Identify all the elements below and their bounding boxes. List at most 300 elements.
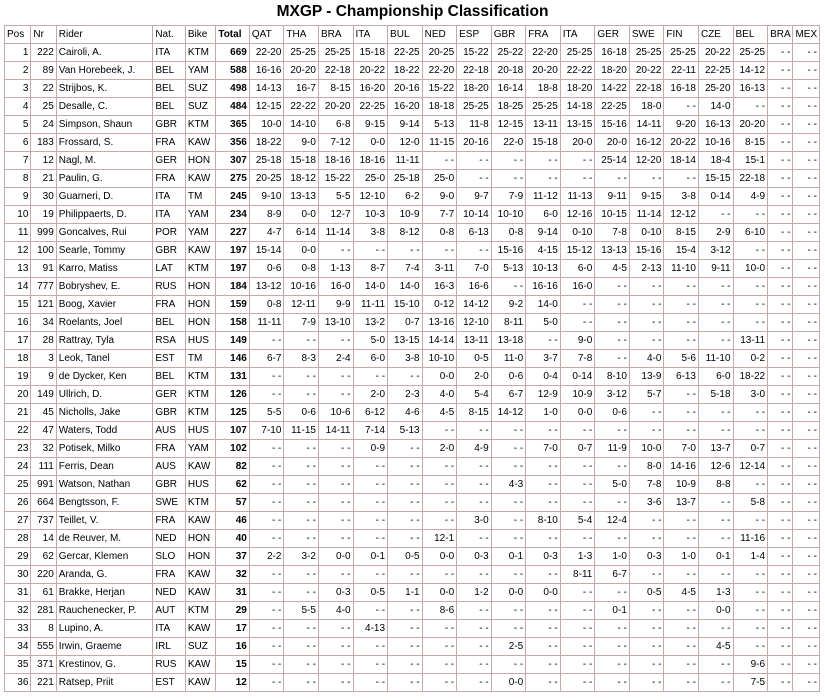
score-cell: 15-18 [353,44,388,62]
nat-cell: RUS [153,656,186,674]
pos-cell: 33 [5,620,31,638]
pos-cell: 30 [5,566,31,584]
score-cell: - - [491,566,526,584]
score-cell: - - [793,98,820,116]
score-cell: 22-25 [698,62,733,80]
score-cell: 8-12 [388,224,423,242]
score-cell: 18-20 [560,80,595,98]
score-cell: - - [457,674,492,692]
column-header: FIN [664,26,699,44]
bike-cell: TM [185,188,215,206]
column-header: GER [595,26,630,44]
score-cell: - - [629,566,664,584]
score-cell: - - [491,494,526,512]
score-cell: 25-14 [595,152,630,170]
nat-cell: FRA [153,512,186,530]
score-cell: - - [768,170,793,188]
score-cell: - - [733,602,768,620]
score-cell: 9-11 [698,260,733,278]
score-cell: - - [768,602,793,620]
score-cell: 14-0 [388,278,423,296]
score-cell: - - [284,476,319,494]
score-cell: - - [422,242,457,260]
score-cell: 25-20 [698,80,733,98]
score-cell: - - [457,620,492,638]
score-cell: - - [526,620,561,638]
score-cell: - - [698,278,733,296]
table-row [5,638,820,656]
column-header: CZE [698,26,733,44]
score-cell: - - [284,566,319,584]
table-row [5,278,820,296]
score-cell: 10-9 [560,386,595,404]
score-cell: 0-3 [526,548,561,566]
score-cell: 2-13 [629,260,664,278]
score-cell: - - [768,188,793,206]
score-cell: - - [388,530,423,548]
table-row [5,602,820,620]
total-cell: 234 [216,206,250,224]
score-cell: 12-11 [284,296,319,314]
score-cell: 15-15 [698,170,733,188]
score-cell: - - [388,566,423,584]
score-cell: - - [422,512,457,530]
rider-cell: Aranda, G. [56,566,153,584]
score-cell: - - [526,566,561,584]
score-cell: 25-25 [629,44,664,62]
score-cell: 3-8 [353,224,388,242]
score-cell: 12-10 [457,314,492,332]
rider-cell: Roelants, Joel [56,314,153,332]
score-cell: 22-25 [353,98,388,116]
score-cell: 10-16 [284,278,319,296]
score-cell: 9-20 [664,116,699,134]
score-cell: 5-4 [560,512,595,530]
column-header: QAT [249,26,284,44]
score-cell: 20-25 [249,170,284,188]
score-cell: 0-12 [422,296,457,314]
total-cell: 29 [216,602,250,620]
score-cell: - - [733,638,768,656]
bike-cell: HON [185,296,215,314]
score-cell: 4-5 [595,260,630,278]
score-cell: 18-4 [698,152,733,170]
bike-cell: KTM [185,260,215,278]
score-cell: 3-6 [629,494,664,512]
score-cell: - - [698,512,733,530]
nr-cell: 30 [31,188,56,206]
nr-cell: 34 [31,314,56,332]
score-cell: 0-0 [491,674,526,692]
nat-cell: RUS [153,278,186,296]
score-cell: 9-0 [560,332,595,350]
score-cell: - - [491,422,526,440]
score-cell: - - [733,566,768,584]
score-cell: 7-8 [595,224,630,242]
nat-cell: LAT [153,260,186,278]
pos-cell: 32 [5,602,31,620]
score-cell: - - [457,602,492,620]
score-cell: 13-18 [491,332,526,350]
score-cell: - - [595,638,630,656]
score-cell: 12-15 [491,116,526,134]
score-cell: - - [629,170,664,188]
score-cell: - - [793,152,820,170]
score-cell: - - [793,512,820,530]
score-cell: - - [284,386,319,404]
score-cell: - - [595,314,630,332]
score-cell: - - [733,278,768,296]
score-cell: - - [318,656,353,674]
score-cell: - - [793,80,820,98]
pos-cell: 35 [5,656,31,674]
score-cell: - - [249,674,284,692]
score-cell: - - [733,404,768,422]
nr-cell: 664 [31,494,56,512]
column-header: Pos [5,26,31,44]
score-cell: - - [793,458,820,476]
nat-cell: GBR [153,476,186,494]
rider-cell: Boog, Xavier [56,296,153,314]
score-cell: 9-15 [353,116,388,134]
score-cell: - - [284,512,319,530]
bike-cell: YAM [185,62,215,80]
score-cell: 6-13 [664,368,699,386]
score-cell: 11-10 [698,350,733,368]
score-cell: - - [768,152,793,170]
score-cell: 0-10 [629,224,664,242]
score-cell: - - [388,656,423,674]
score-cell: 8-11 [560,566,595,584]
score-cell: 8-10 [526,512,561,530]
score-cell: 0-0 [526,584,561,602]
score-cell: 0-0 [698,602,733,620]
pos-cell: 27 [5,512,31,530]
score-cell: 0-6 [249,260,284,278]
score-cell: - - [353,656,388,674]
score-cell: 14-12 [491,404,526,422]
score-cell: - - [595,296,630,314]
rider-cell: Cairoli, A. [56,44,153,62]
score-cell: 16-7 [284,80,319,98]
score-cell: - - [733,242,768,260]
score-cell: 8-9 [249,206,284,224]
score-cell: - - [560,296,595,314]
total-cell: 12 [216,674,250,692]
score-cell: 10-10 [491,206,526,224]
score-cell: 1-3 [560,548,595,566]
score-cell: 0-5 [353,584,388,602]
score-cell: 2-4 [318,350,353,368]
score-cell: - - [629,620,664,638]
score-cell: - - [560,656,595,674]
rider-cell: Van Horebeek, J. [56,62,153,80]
score-cell: 5-5 [318,188,353,206]
score-cell: 14-11 [629,116,664,134]
score-cell: 3-8 [664,188,699,206]
score-cell: - - [733,584,768,602]
score-cell: 3-7 [526,350,561,368]
score-cell: 6-12 [353,404,388,422]
score-cell: 0-4 [526,368,561,386]
column-header: BRA [768,26,793,44]
nat-cell: ITA [153,188,186,206]
score-cell: 22-22 [560,62,595,80]
score-cell: - - [768,350,793,368]
score-cell: - - [318,638,353,656]
rider-cell: Frossard, S. [56,134,153,152]
score-cell: 15-12 [560,242,595,260]
score-cell: 0-7 [560,440,595,458]
score-cell: - - [793,170,820,188]
score-cell: 16-20 [388,98,423,116]
total-cell: 37 [216,548,250,566]
score-cell: 0-1 [698,548,733,566]
score-cell: - - [284,332,319,350]
score-cell: 12-0 [388,134,423,152]
score-cell: 7-5 [733,674,768,692]
score-cell: - - [793,476,820,494]
bike-cell: HUS [185,476,215,494]
score-cell: 15-16 [629,242,664,260]
total-cell: 275 [216,170,250,188]
total-cell: 149 [216,332,250,350]
score-cell: 6-0 [698,368,733,386]
score-cell: - - [595,584,630,602]
score-cell: 11-0 [491,350,526,368]
score-cell: - - [560,314,595,332]
score-cell: 2-9 [698,224,733,242]
score-cell: - - [768,44,793,62]
nr-cell: 28 [31,332,56,350]
score-cell: - - [491,170,526,188]
score-cell: 8-6 [422,602,457,620]
score-cell: 6-7 [491,386,526,404]
nr-cell: 21 [31,170,56,188]
nr-cell: 222 [31,44,56,62]
score-cell: - - [664,566,699,584]
column-header: FRA [526,26,561,44]
score-cell: 5-0 [595,476,630,494]
pos-cell: 8 [5,170,31,188]
score-cell: - - [353,476,388,494]
score-cell: 8-15 [318,80,353,98]
score-cell: - - [526,530,561,548]
nat-cell: GBR [153,242,186,260]
score-cell: 13-2 [353,314,388,332]
score-cell: - - [664,98,699,116]
score-cell: 4-5 [664,584,699,602]
rider-cell: Simpson, Shaun [56,116,153,134]
score-cell: - - [768,476,793,494]
score-cell: - - [793,620,820,638]
score-cell: - - [629,656,664,674]
nat-cell: SWE [153,494,186,512]
score-cell: 5-8 [733,494,768,512]
pos-cell: 16 [5,314,31,332]
score-cell: 9-6 [733,656,768,674]
table-row [5,386,820,404]
score-cell: 16-0 [318,278,353,296]
score-cell: - - [353,602,388,620]
bike-cell: KTM [185,368,215,386]
score-cell: 5-5 [249,404,284,422]
score-cell: - - [698,674,733,692]
score-cell: - - [353,242,388,260]
nat-cell: EST [153,674,186,692]
score-cell: - - [664,602,699,620]
total-cell: 146 [216,350,250,368]
nr-cell: 737 [31,512,56,530]
table-row [5,548,820,566]
score-cell: 20-25 [422,44,457,62]
table-row [5,170,820,188]
score-cell: - - [318,494,353,512]
nr-cell: 22 [31,80,56,98]
score-cell: - - [318,440,353,458]
score-cell: - - [664,530,699,548]
rider-cell: Bobryshev, E. [56,278,153,296]
score-cell: 14-12 [733,62,768,80]
score-cell: - - [768,584,793,602]
nat-cell: NED [153,530,186,548]
rider-cell: Lupino, A. [56,620,153,638]
table-row [5,476,820,494]
score-cell: - - [457,530,492,548]
score-cell: - - [733,512,768,530]
column-header: BUL [388,26,423,44]
score-cell: 5-13 [422,116,457,134]
score-cell: 4-6 [388,404,423,422]
score-cell: 20-22 [629,62,664,80]
nr-cell: 371 [31,656,56,674]
nat-cell: GBR [153,404,186,422]
score-cell: 22-18 [457,62,492,80]
score-cell: 15-16 [595,116,630,134]
score-cell: - - [698,656,733,674]
score-cell: - - [793,296,820,314]
rider-cell: Rattray, Tyla [56,332,153,350]
score-cell: 18-14 [664,152,699,170]
header-row [5,26,820,44]
score-cell: 12-15 [249,98,284,116]
score-cell: - - [422,656,457,674]
nat-cell: ITA [153,206,186,224]
score-cell: 10-0 [249,116,284,134]
score-cell: 15-14 [249,242,284,260]
rider-cell: Watson, Nathan [56,476,153,494]
score-cell: - - [793,242,820,260]
score-cell: - - [629,638,664,656]
score-cell: - - [768,260,793,278]
score-cell: 0-0 [422,548,457,566]
table-row [5,296,820,314]
score-cell: 8-8 [698,476,733,494]
score-cell: 25-25 [733,44,768,62]
score-cell: 22-20 [526,44,561,62]
score-cell: 11-12 [526,188,561,206]
column-header: Rider [56,26,153,44]
score-cell: 25-25 [318,44,353,62]
score-cell: - - [526,638,561,656]
score-cell: 4-13 [353,620,388,638]
table-row [5,674,820,692]
score-cell: 8-7 [353,260,388,278]
score-cell: - - [560,530,595,548]
score-cell: - - [768,314,793,332]
bike-cell: KAW [185,656,215,674]
score-cell: - - [353,530,388,548]
score-cell: - - [353,674,388,692]
score-cell: 16-6 [457,278,492,296]
pos-cell: 6 [5,134,31,152]
bike-cell: SUZ [185,80,215,98]
score-cell: 13-11 [526,116,561,134]
score-cell: 11-11 [388,152,423,170]
score-cell: 14-18 [560,98,595,116]
score-cell: - - [284,656,319,674]
score-cell: 9-14 [388,116,423,134]
score-cell: - - [698,530,733,548]
bike-cell: KAW [185,170,215,188]
score-cell: 0-1 [353,548,388,566]
score-cell: 12-6 [698,458,733,476]
score-cell: 13-13 [595,242,630,260]
score-cell: - - [526,422,561,440]
nr-cell: 991 [31,476,56,494]
score-cell: 7-9 [284,314,319,332]
table-row [5,62,820,80]
score-cell: 9-9 [318,296,353,314]
score-cell: - - [422,620,457,638]
score-cell: 16-12 [629,134,664,152]
score-cell: 0-7 [388,314,423,332]
table-row [5,584,820,602]
pos-cell: 23 [5,440,31,458]
bike-cell: YAM [185,206,215,224]
score-cell: 13-10 [318,314,353,332]
pos-cell: 36 [5,674,31,692]
score-cell: 6-2 [388,188,423,206]
score-cell: - - [249,458,284,476]
score-cell: 18-22 [733,368,768,386]
score-cell: 16-16 [526,278,561,296]
score-cell: - - [353,458,388,476]
score-cell: - - [318,620,353,638]
score-cell: 25-0 [422,170,457,188]
bike-cell: YAM [185,440,215,458]
nr-cell: 281 [31,602,56,620]
score-cell: 3-2 [284,548,319,566]
score-cell: - - [768,548,793,566]
score-cell: 0-3 [457,548,492,566]
score-cell: - - [249,584,284,602]
score-cell: 13-12 [249,278,284,296]
bike-cell: HUS [185,332,215,350]
score-cell: 0-5 [388,548,423,566]
score-cell: - - [793,116,820,134]
bike-cell: TM [185,350,215,368]
score-cell: 0-0 [560,404,595,422]
score-cell: - - [422,476,457,494]
score-cell: 20-20 [526,62,561,80]
pos-cell: 24 [5,458,31,476]
bike-cell: KAW [185,584,215,602]
table-row [5,116,820,134]
score-cell: - - [560,674,595,692]
score-cell: 20-20 [733,116,768,134]
table-row [5,206,820,224]
